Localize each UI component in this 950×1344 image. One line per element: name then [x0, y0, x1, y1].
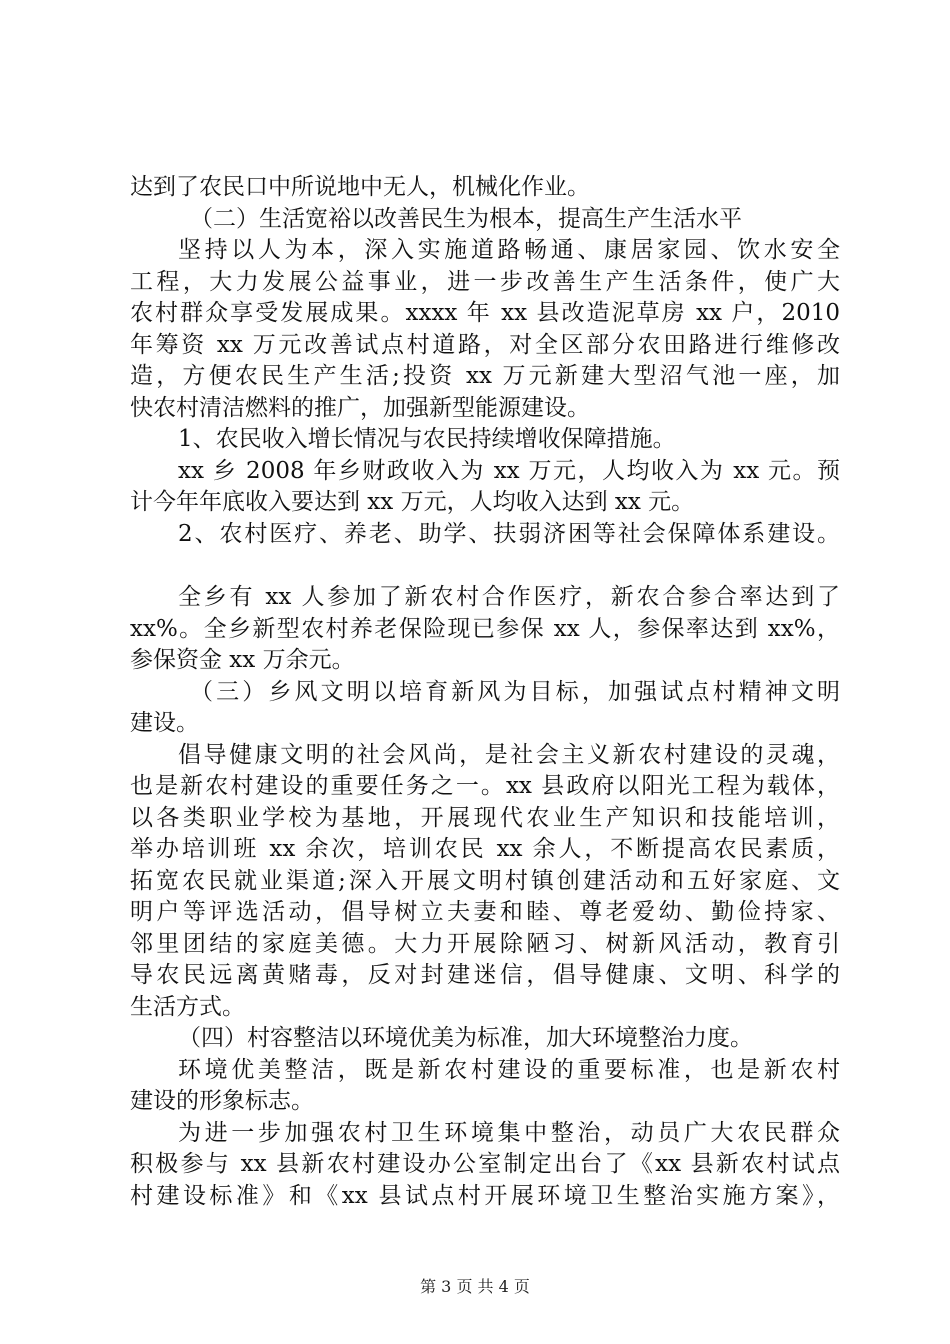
text-line: 村建设标准》和《xx 县试点村开展环境卫生整治实施方案》，: [130, 1182, 840, 1209]
text-line: 达到了农民口中所说地中无人，机械化作业。: [130, 174, 590, 200]
paragraph-gap: [130, 550, 840, 582]
text-line: 建设。: [130, 710, 199, 736]
text-line: 以各类职业学校为基地，开展现代农业生产知识和技能培训，: [130, 804, 840, 831]
text-line: 快农村清洁燃料的推广，加强新型能源建设。: [130, 394, 590, 421]
text-line: 计今年年底收入要达到 xx 万元，人均收入达到 xx 元。: [130, 489, 695, 515]
list-item: 2、农村医疗、养老、助学、扶弱济困等社会保障体系建设。: [178, 520, 840, 547]
section-heading: （三）乡风文明以培育新风为目标，加强试点村精神文明: [190, 678, 840, 705]
list-item: 1、农民收入增长情况与农民持续增收保障措施。: [178, 426, 676, 452]
text-line: 坚持以人为本，深入实施道路畅通、康居家园、饮水安全: [178, 237, 840, 263]
text-line: xx%。全乡新型农村养老保险现已参保 xx 人，参保率达到 xx%，: [130, 615, 840, 642]
text-line: 参保资金 xx 万余元。: [130, 647, 355, 673]
page-number-footer: 第 3 页 共 4 页: [420, 1277, 530, 1296]
text-line: 导农民远离黄赌毒，反对封建迷信，倡导健康、文明、科学的: [130, 962, 840, 988]
text-line: 邻里团结的家庭美德。大力开展除陋习、树新风活动，教育引: [130, 930, 840, 957]
text-line: 全乡有 xx 人参加了新农村合作医疗，新农合参合率达到了: [178, 584, 840, 610]
text-line: 倡导健康文明的社会风尚，是社会主义新农村建设的灵魂，: [178, 741, 840, 768]
text-line: 工程，大力发展公益事业，进一步改善生产生活条件，使广大: [130, 268, 840, 295]
text-line: 也是新农村建设的重要任务之一。xx 县政府以阳光工程为载体，: [130, 773, 840, 799]
text-line: 建设的形象标志。: [130, 1088, 314, 1114]
text-line: 拓宽农民就业渠道;深入开展文明村镇创建活动和五好家庭、文: [130, 867, 840, 894]
text-line: 农村群众享受发展成果。xxxx 年 xx 县改造泥草房 xx 户，2010: [130, 300, 840, 326]
text-line: 为进一步加强农村卫生环境集中整治，动员广大农民群众: [178, 1119, 840, 1146]
text-line: 年筹资 xx 万元改善试点村道路，对全区部分农田路进行维修改: [130, 331, 840, 358]
text-line: xx 乡 2008 年乡财政收入为 xx 万元，人均收入为 xx 元。预: [178, 457, 840, 484]
text-line: 生活方式。: [130, 993, 245, 1020]
text-line: 环境优美整洁，既是新农村建设的重要标准，也是新农村: [178, 1056, 840, 1083]
text-line: 明户等评选活动，倡导树立夫妻和睦、尊老爱幼、勤俭持家、: [130, 899, 840, 925]
document-body: [130, 172, 840, 1212]
text-line: 积极参与 xx 县新农村建设办公室制定出台了《xx 县新农村试点: [130, 1151, 840, 1177]
text-line: 造，方便农民生产生活;投资 xx 万元新建大型沼气池一座，加: [130, 363, 840, 389]
text-line: 举办培训班 xx 余次，培训农民 xx 余人，不断提高农民素质，: [130, 836, 840, 862]
section-heading: （四）村容整洁以环境优美为标准，加大环境整治力度。: [178, 1025, 753, 1051]
section-heading: （二）生活宽裕以改善民生为根本，提高生产生活水平: [190, 205, 742, 232]
